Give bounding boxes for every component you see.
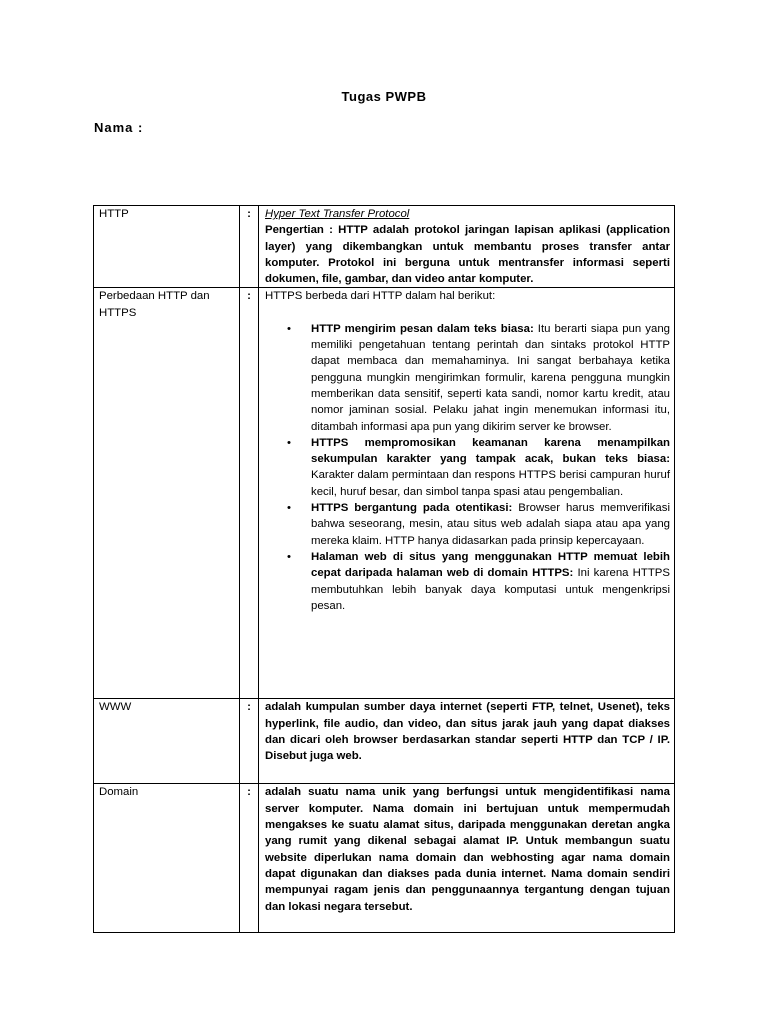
- table-row-domain: [94, 784, 675, 933]
- bullet-text: Browser harus memverifikasi bahwa seseorang, mesin, atau situs web adalah siapa atau apa yang mereka klaim. HTTP hanya didasarkan pada prinsip kepercayaan.: [311, 502, 670, 547]
- definitions-table: [93, 205, 675, 933]
- diff-intro: HTTPS berbeda dari HTTP dalam hal berikut:: [265, 290, 496, 303]
- bullet-text: Ini karena HTTPS membutuhkan lebih banyak daya komputasi untuk mengenkripsi pesan.: [311, 567, 670, 612]
- term-www: WWW: [99, 701, 132, 714]
- domain-definition: adalah suatu nama unik yang berfungsi untuk mengidentifikasi nama server komputer. Nama domain ini bertujuan untuk mempermudah mengakses ke suatu alamat situs, daripada menggunakan deretan angka yang rumit yang dikenal sebagai alamat IP. Untuk membangun suatu website diperlukan nama domain dan webhosting agar nama domain dapat digunakan dan diakses pada dunia internet. Nama domain sendiri mempunyai ragam jenis dan penggunaannya tergantung dengan tujuan dan lokasi negara tersebut.: [265, 786, 670, 913]
- term-cell: [94, 206, 240, 288]
- colon-separator: :: [240, 288, 259, 699]
- term-diff: Perbedaan HTTP dan HTTPS: [99, 290, 210, 319]
- name-label: Nama :: [94, 120, 144, 135]
- table-row-diff: [94, 288, 675, 699]
- bullet-lead: HTTPS mempromosikan keamanan karena menampilkan sekumpulan karakter yang tampak acak, bukan teks biasa:: [311, 436, 670, 466]
- term-cell: [94, 288, 240, 699]
- colon-separator: :: [240, 784, 259, 933]
- list-item: [311, 435, 670, 500]
- colon-separator: :: [240, 206, 259, 288]
- term-domain: Domain: [99, 786, 139, 799]
- diff-bullet-list: [265, 321, 670, 614]
- bullet-lead: HTTPS bergantung pada otentikasi:: [311, 502, 513, 515]
- bullet-lead: HTTP mengirim pesan dalam teks biasa:: [311, 322, 534, 335]
- bullet-text: Karakter dalam permintaan dan respons HTTPS berisi campuran huruf kecil, huruf besar, dan simbol tanpa spasi atau pengembalian.: [311, 469, 670, 498]
- definition-cell: [259, 206, 675, 288]
- http-heading: Hyper Text Transfer Protocol: [265, 208, 410, 220]
- definition-cell: [259, 699, 675, 784]
- term-cell: [94, 699, 240, 784]
- list-item: [311, 321, 670, 435]
- page-title: Tugas PWPB: [341, 89, 427, 104]
- definition-cell: [259, 784, 675, 933]
- bullet-lead: Halaman web di situs yang menggunakan HTTP memuat lebih cepat daripada halaman web di domain HTTPS:: [311, 550, 670, 580]
- term-cell: [94, 784, 240, 933]
- colon-separator: :: [240, 699, 259, 784]
- http-definition: Pengertian : HTTP adalah protokol jaringan lapisan aplikasi (application layer) yang dikembangkan untuk membantu proses transfer antar komputer. Protokol ini berguna untuk mentransfer informasi seperti dokumen, file, gambar, dan video antar komputer.: [265, 224, 670, 286]
- www-definition: adalah kumpulan sumber daya internet (seperti FTP, telnet, Usenet), teks hyperlink, file audio, dan video, dan situs jarak jauh yang dapat diakses dan dicari oleh browser berdasarkan standar seperti HTTP dan TCP / IP. Disebut juga web.: [265, 701, 670, 763]
- table-row-www: [94, 699, 675, 784]
- table-row-http: [94, 206, 675, 288]
- list-item: [311, 549, 670, 614]
- list-item: [311, 500, 670, 549]
- bullet-text: Itu berarti siapa pun yang memiliki pengetahuan tentang perintah dan sintaks protokol HTTP dapat membaca dan memahaminya. Ini sangat berbahaya ketika pengguna mungkin mengirimkan formulir, karena pengguna mungkin memberikan data sensitif, seperti kata sandi, nomor kartu kredit, atau nomor jaminan sosial. Pelaku jahat ingin menemukan informasi itu, ditambah informasi apa pun yang dikirim server ke browser.: [311, 322, 670, 433]
- term-http: HTTP: [99, 208, 129, 220]
- definition-cell: [259, 288, 675, 699]
